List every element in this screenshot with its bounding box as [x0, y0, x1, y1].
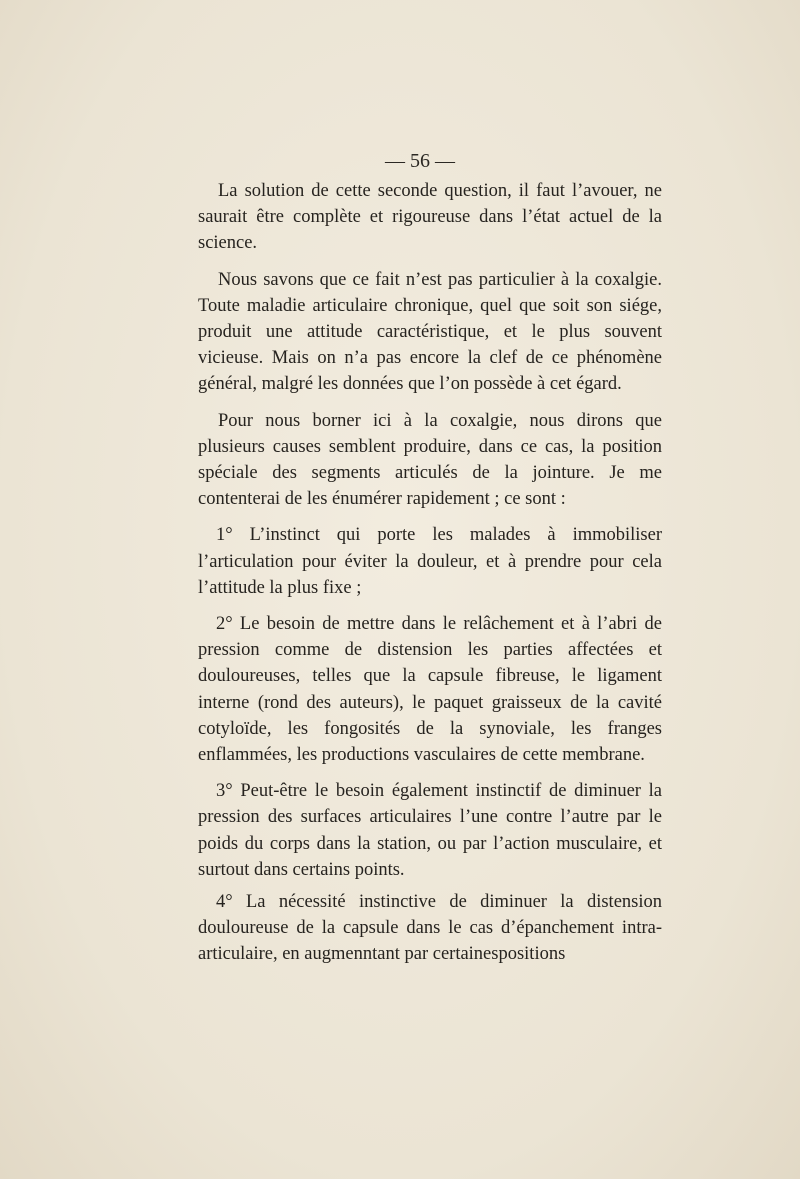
paragraph-item-3: 3° Peut-être le besoin également instinctif de diminuer la pression des surfaces articulaires l’une contre l’autre par le poids du corps dans la station, ou par l’action musculaire, et surtout dans certains points. — [198, 781, 662, 880]
body-text — [198, 178, 662, 978]
page-number: — 56 — — [385, 150, 455, 172]
paragraph-item-2: 2° Le besoin de mettre dans le relâchement et à l’abri de pression comme de distension les parties affectées et douloureuses, telles que la capsule fibreuse, le ligament interne (rond des auteurs), le paquet graisseux de la cavité cotyloïde, les fongosités de la synoviale, les franges enflammées, les productions vasculaires de cette membrane. — [198, 614, 662, 766]
paragraph-item-4: 4° La nécessité instinctive de diminuer la distension douloureuse de la capsule dans le cas d’épanchement intra-articulaire, en augmenntant par certainespositions — [198, 892, 662, 965]
paragraph-3: Pour nous borner ici à la coxalgie, nous dirons que plusieurs causes semblent produire, dans ce cas, la position spéciale des segments articulés de la jointure. Je me contenterai de les énumérer rapidement ; ce sont : — [198, 410, 662, 510]
paragraph-1: La solution de cette seconde question, il faut l’avouer, ne saurait être complète et rigoureuse dans l’état actuel de la science. — [198, 181, 662, 254]
paragraph-2: Nous savons que ce fait n’est pas particulier à la coxalgie. Toute maladie articulaire chronique, quel que soit son siége, produit une attitude caractéristique, et le plus souvent vicieuse. Mais on n’a pas encore la clef de ce phénomène général, malgré les données que l’on possède à cet égard. — [198, 269, 662, 395]
paragraph-item-1: 1° L’instinct qui porte les malades à immobiliser l’articulation pour éviter la douleur, et à prendre pour cela l’attitude la plus fixe ; — [198, 525, 662, 598]
